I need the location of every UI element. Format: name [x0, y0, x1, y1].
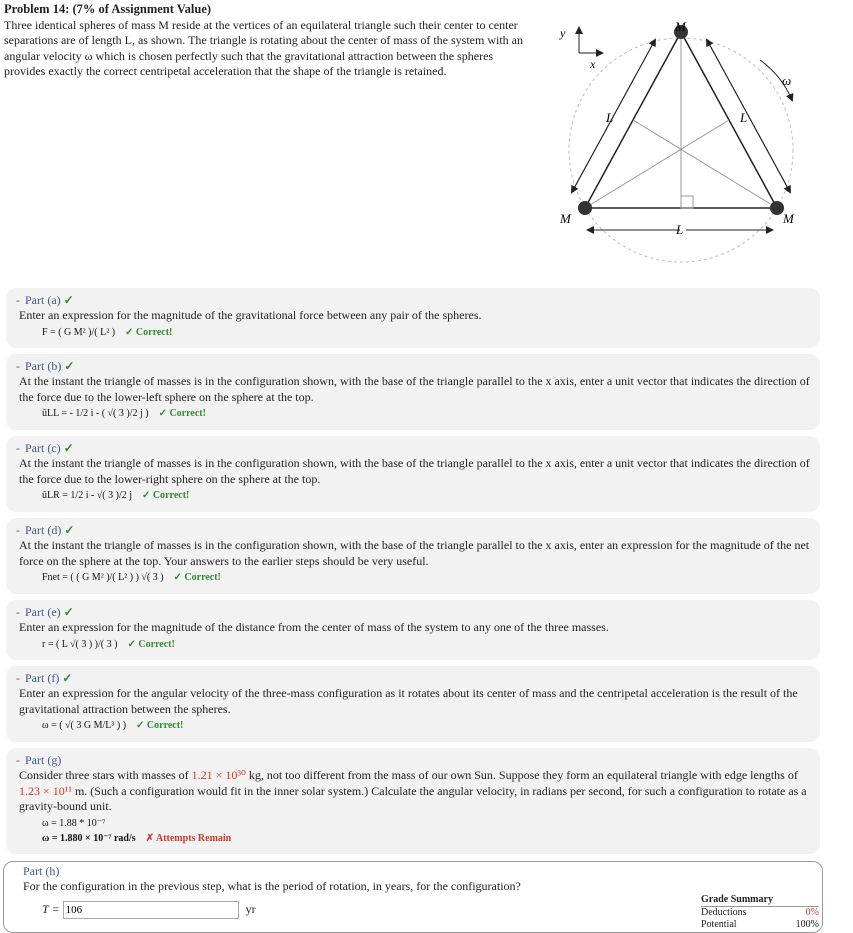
- part-c-label[interactable]: Part (c): [25, 441, 61, 455]
- part-b-status: ✓ Correct!: [158, 408, 206, 419]
- lower-right-sphere: [770, 201, 784, 215]
- part-g: - Part (g) Consider three stars with masses of 1.21 × 10³⁰ kg, not too different from the mass of our own Sun. Suppose they form an equilateral triangle with edge lengths of 1.23 × 10¹¹ m. (Such a configuration would fit in the inner solar system.) Calculate the angular velocity, in radians per second, for such a configuration to rotate as a gravity-bound unit. ω = 1.88 * 10⁻⁷ ω = 1.880 × 10⁻⁷ rad/s ✗ Attempts Remain: [6, 748, 820, 854]
- part-e: - Part (e) ✓ Enter an expression for the magnitude of the distance from the center of mass of the system to any one of the three masses. r = ( L √( 3 ) )/( 3 ) ✓ Correct!: [6, 600, 820, 660]
- period-input-label: T =: [42, 901, 60, 916]
- part-d: - Part (d) ✓ At the instant the triangle of masses is in the configuration shown, with the base of the triangle parallel to the x axis, enter an expression for the magnitude of the net force on the sphere at the top. Your answers to the earlier steps should be very useful. Fnet = ( ( G M² )/( L² ) ) √( 3 ) ✓ Correct!: [6, 518, 820, 594]
- length-label-left: L: [606, 110, 614, 125]
- part-a-label[interactable]: Part (a): [25, 293, 61, 307]
- part-a-answer: F = ( G M² )/( L² ): [42, 327, 116, 338]
- mass-value: 1.21 × 10³⁰: [191, 768, 246, 782]
- part-h: [3, 861, 823, 933]
- deductions-value: 0%: [805, 907, 819, 918]
- problem-statement: [4, 2, 529, 80]
- check-icon: ✓: [64, 523, 75, 537]
- omega-label: ω: [782, 73, 792, 88]
- check-icon: ✓: [62, 671, 73, 685]
- axes-icon: [559, 26, 602, 71]
- deductions-label: Deductions: [701, 907, 747, 918]
- part-f: - Part (f) ✓ Enter an expression for the angular velocity of the three-mass configuration as it rotates about its center of mass and the centripetal acceleration is the result of the gravitational attraction between the spheres. ω = ( √( 3 G M/L³ ) ) ✓ Correct!: [6, 666, 820, 742]
- problem-text: Three identical spheres of mass M reside at the vertices of an equilateral triangle such their center to center separations are of length L, as shown. The triangle is rotating about the center of mass of the system with an angular velocity ω which is chosen perfectly such that the gravitational attraction between the spheres provides exactly the correct centripetal acceleration that the shape of the triangle is retained.: [4, 17, 523, 78]
- part-h-label[interactable]: Part (h): [23, 864, 60, 878]
- grade-summary: [701, 894, 819, 931]
- part-e-label[interactable]: Part (e): [25, 605, 61, 619]
- lower-left-sphere: [578, 201, 592, 215]
- part-f-label[interactable]: Part (f): [25, 671, 60, 685]
- potential-value: 100%: [795, 919, 819, 930]
- part-g-answer-1: ω = 1.88 * 10⁻⁷: [42, 818, 106, 829]
- part-b-label[interactable]: Part (b): [25, 359, 62, 373]
- part-c-answer: ûLR = 1/2 i - √( 3 )/2 j: [42, 490, 133, 501]
- part-f-answer: ω = ( √( 3 G M/L³ ) ): [42, 720, 127, 731]
- period-input[interactable]: [63, 901, 239, 919]
- length-label-right: L: [740, 110, 748, 125]
- part-f-question: Enter an expression for the angular velocity of the three-mass configuration as it rotates about its center of mass and the centripetal acceleration is the result of the gravitational attraction between the spheres.: [19, 686, 798, 716]
- mass-label-right: M: [783, 211, 794, 226]
- part-c-status: ✓ Correct!: [142, 490, 190, 501]
- part-g-status: ✗ Attempts Remain: [145, 833, 232, 844]
- part-b: - Part (b) ✓ At the instant the triangle of masses is in the configuration shown, with the base of the triangle parallel to the x axis, enter a unit vector that indicates the direction of the force due to the lower-left sphere on the sphere at the top. ûLL = - 1/2 i - ( √( 3 )/2 j ) ✓ Correct!: [6, 354, 820, 430]
- part-d-question: At the instant the triangle of masses is in the configuration shown, with the base of the triangle parallel to the x axis, enter an expression for the magnitude of the net force on the sphere at the top. Your answers to the earlier steps should be very useful.: [19, 538, 810, 568]
- period-unit: yr: [245, 901, 256, 916]
- part-d-label[interactable]: Part (d): [25, 523, 62, 537]
- part-b-question: At the instant the triangle of masses is in the configuration shown, with the base of the triangle parallel to the x axis, enter a unit vector that indicates the direction of the force due to the lower-left sphere on the sphere at the top.: [19, 374, 810, 404]
- length-label-base: L: [676, 222, 684, 237]
- length-value: 1.23 × 10¹¹: [19, 783, 72, 798]
- part-d-answer: Fnet = ( ( G M² )/( L² ) ) √( 3 ): [42, 572, 164, 583]
- part-f-status: ✓ Correct!: [136, 720, 184, 731]
- y-axis-label: y: [560, 26, 566, 40]
- mass-label-left: M: [560, 211, 571, 226]
- part-d-status: ✓ Correct!: [173, 572, 221, 583]
- check-icon: ✓: [63, 293, 74, 307]
- potential-label: Potential: [701, 919, 737, 930]
- problem-title: Problem 14: (7% of Assignment Value): [4, 2, 212, 16]
- check-icon: ✓: [63, 441, 74, 455]
- part-a-status: ✓ Correct!: [125, 327, 173, 338]
- check-icon: ✓: [63, 605, 74, 619]
- mass-label-top: M: [675, 19, 686, 34]
- part-h-question: For the configuration in the previous step, what is the period of rotation, in years, for the configuration?: [23, 879, 521, 893]
- part-a-question: Enter an expression for the magnitude of the gravitational force between any pair of the spheres.: [19, 308, 482, 322]
- check-icon: ✓: [64, 359, 75, 373]
- part-b-answer: ûLL = - 1/2 i - ( √( 3 )/2 j ): [42, 408, 149, 419]
- part-g-question: Consider three stars with masses of 1.21 × 10³⁰ kg, not too different from the mass of our own Sun. Suppose they form an equilateral triangle with edge lengths of 1.23 × 10¹¹ m. (Such a configuration would fit in the inner solar system.) Calculate the angular velocity, in radians per second, for such a configuration to rotate as a gravity-bound unit.: [19, 768, 807, 813]
- part-e-question: Enter an expression for the magnitude of the distance from the center of mass of the system to any one of the three masses.: [19, 620, 609, 634]
- grade-summary-title: Grade Summary: [701, 894, 819, 907]
- part-c: - Part (c) ✓ At the instant the triangle of masses is in the configuration shown, with the base of the triangle parallel to the x axis, enter a unit vector that indicates the direction of the force due to the lower-right sphere on the sphere at the top. ûLR = 1/2 i - √( 3 )/2 j ✓ Correct!: [6, 436, 820, 512]
- triangle-diagram: [550, 10, 820, 270]
- part-a: - Part (a) ✓ Enter an expression for the magnitude of the gravitational force between any pair of the spheres. F = ( G M² )/( L² ) ✓ Correct!: [6, 288, 820, 348]
- part-c-question: At the instant the triangle of masses is in the configuration shown, with the base of the triangle parallel to the x axis, enter a unit vector that indicates the direction of the force due to the lower-right sphere on the sphere at the top.: [19, 456, 810, 486]
- part-g-answer-2: ω = 1.880 × 10⁻⁷ rad/s: [42, 833, 136, 844]
- part-g-label[interactable]: Part (g): [25, 753, 62, 767]
- x-axis-label: x: [590, 57, 596, 71]
- part-e-answer: r = ( L √( 3 ) )/( 3 ): [42, 639, 118, 650]
- part-e-status: ✓ Correct!: [127, 639, 175, 650]
